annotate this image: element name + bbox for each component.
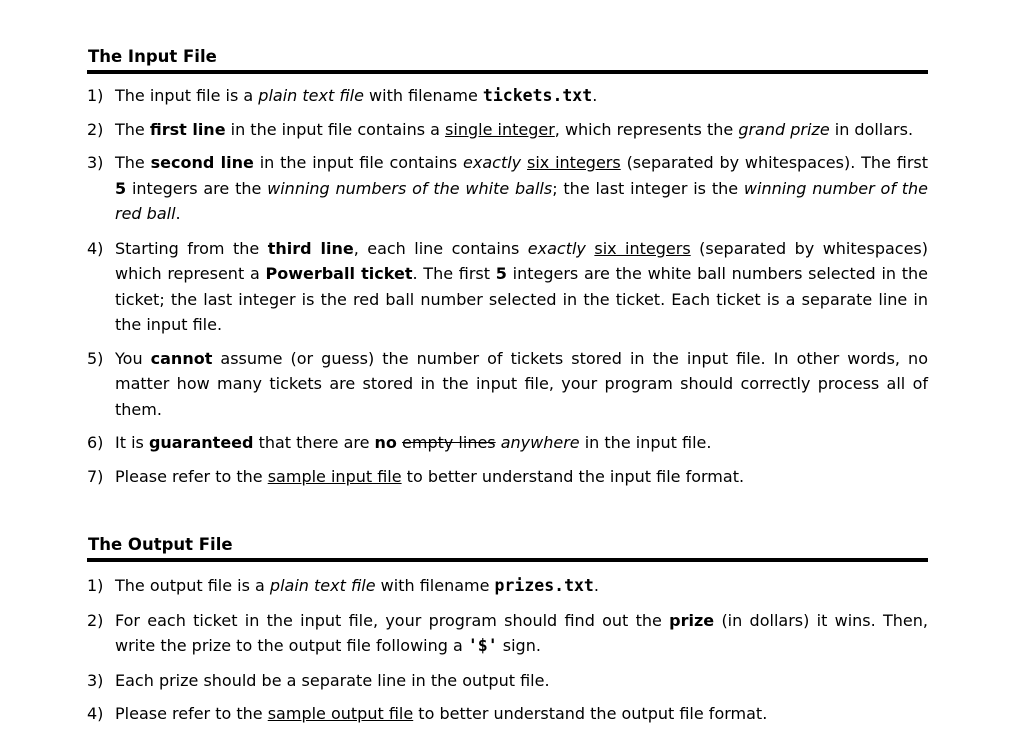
list-item-text: tickets.txt [482, 86, 593, 105]
list-item-text: cannot [150, 348, 213, 368]
list-item-text: Please refer to the [115, 704, 268, 723]
list-item-text: Powerball ticket [265, 264, 413, 283]
list-item-text: It is [115, 433, 149, 452]
list-item-text: with filename [375, 576, 495, 595]
list-item-text: in dollars. [829, 119, 914, 139]
list-item-text: to better understand the output file format. [413, 704, 768, 723]
list-item-text: . The first [412, 264, 496, 283]
list-item-text: that there are [253, 433, 375, 452]
list-item-number: 7) [87, 466, 104, 486]
list-item-text: For each ticket in the input file, your program should find out the [115, 610, 670, 630]
list-item-text: prizes.txt [494, 576, 594, 595]
list-item-text: exactly [527, 238, 586, 258]
list-item-text: empty lines [402, 433, 496, 452]
list-item-text: winning number of the red ball [115, 178, 929, 223]
list-item [87, 701, 928, 727]
list-item [87, 430, 928, 456]
list-item [87, 668, 928, 694]
list-item-text: Please refer to the [115, 466, 268, 486]
list-item-number: 1) [87, 86, 104, 105]
list-item-text: . [175, 204, 181, 223]
list-item-number: 5) [87, 348, 104, 368]
input-file-section [87, 46, 928, 489]
list-item-text: guaranteed [148, 433, 254, 452]
list-item-text: , which represents the [554, 119, 739, 139]
list-item-text: The [115, 153, 151, 172]
list-item-text: The output file is a [115, 576, 270, 595]
input-file-list [87, 83, 928, 489]
list-item [87, 464, 928, 490]
list-item-text: integers are the [126, 178, 268, 198]
list-item-text: sign. [497, 636, 541, 655]
list-item-text: Starting from the [115, 238, 268, 258]
list-item-text: in the input file. [579, 433, 712, 452]
list-item-text: The input file is a [115, 86, 259, 105]
list-item [87, 83, 928, 109]
list-item-text: winning numbers of the white balls [267, 178, 553, 198]
list-item-text: (separated by whitespaces) which represent a [115, 238, 929, 283]
list-item-number: 4) [87, 704, 104, 723]
list-item-number: 2) [87, 119, 104, 139]
list-item-text: anywhere [500, 433, 580, 452]
list-item-text: sample input file [267, 466, 402, 486]
list-item-text: with filename [363, 86, 483, 105]
list-item-text: (in dollars) it wins. Then, write the prize to the output file following a [115, 610, 928, 655]
list-item-text: in the input file contains a [225, 119, 446, 139]
list-item-text: sample output file [267, 704, 414, 723]
list-item [87, 573, 928, 599]
list-item-text: first line [149, 119, 226, 139]
list-item-number: 6) [87, 433, 104, 452]
list-item-number: 1) [87, 576, 104, 595]
list-item-text: (separated by whitespaces). The first [620, 153, 929, 172]
list-item-text: 5 [115, 178, 127, 198]
list-item-text: . [593, 576, 599, 595]
list-item-text: Each prize should be a separate line in the output file. [115, 670, 550, 690]
list-item-text: six integers [594, 238, 691, 258]
list-item-text: no [374, 433, 397, 452]
output-file-heading: The Output File [87, 534, 928, 562]
list-item-text: . [592, 86, 598, 105]
output-file-list [87, 573, 928, 727]
list-item-text: plain text file [269, 576, 376, 595]
list-item-text: exactly [463, 153, 522, 172]
list-item [87, 236, 928, 338]
list-item-text: six integers [527, 153, 621, 172]
list-item [87, 346, 928, 423]
list-item-text: assume (or guess) the number of tickets stored in the input file. In other words, no matter how many tickets are stored in the input file, your program should correctly process all of them. [115, 348, 928, 419]
list-item-text: 5 [495, 264, 507, 283]
list-item [87, 117, 928, 143]
list-item-text: , each line contains [353, 238, 528, 258]
output-file-section [87, 534, 928, 727]
list-item-text: The [115, 119, 150, 139]
list-item-text: ; the last integer is the [552, 178, 744, 198]
list-item-text: in the input file contains [253, 153, 464, 172]
list-item-number: 2) [87, 610, 104, 630]
list-item-number: 3) [87, 670, 104, 690]
list-item-text: plain text file [258, 86, 364, 105]
list-item-text: single integer [445, 119, 555, 139]
list-item-text: '$' [467, 636, 498, 655]
list-item-text: third line [267, 238, 354, 258]
list-item-text: grand prize [738, 119, 830, 139]
list-item [87, 150, 928, 227]
list-item [87, 608, 928, 659]
list-item-text: integers are the white ball numbers selected in the ticket; the last integer is the red ball number selected in the ticket. Each ticket is a separate line in the input file. [115, 264, 929, 334]
list-item-text: You [115, 348, 151, 368]
list-item-text: prize [669, 610, 715, 630]
list-item-text: second line [150, 153, 254, 172]
list-item-number: 4) [87, 238, 104, 258]
list-item-text: to better understand the input file format. [401, 466, 745, 486]
list-item-number: 3) [87, 153, 104, 172]
input-file-heading: The Input File [87, 46, 928, 74]
